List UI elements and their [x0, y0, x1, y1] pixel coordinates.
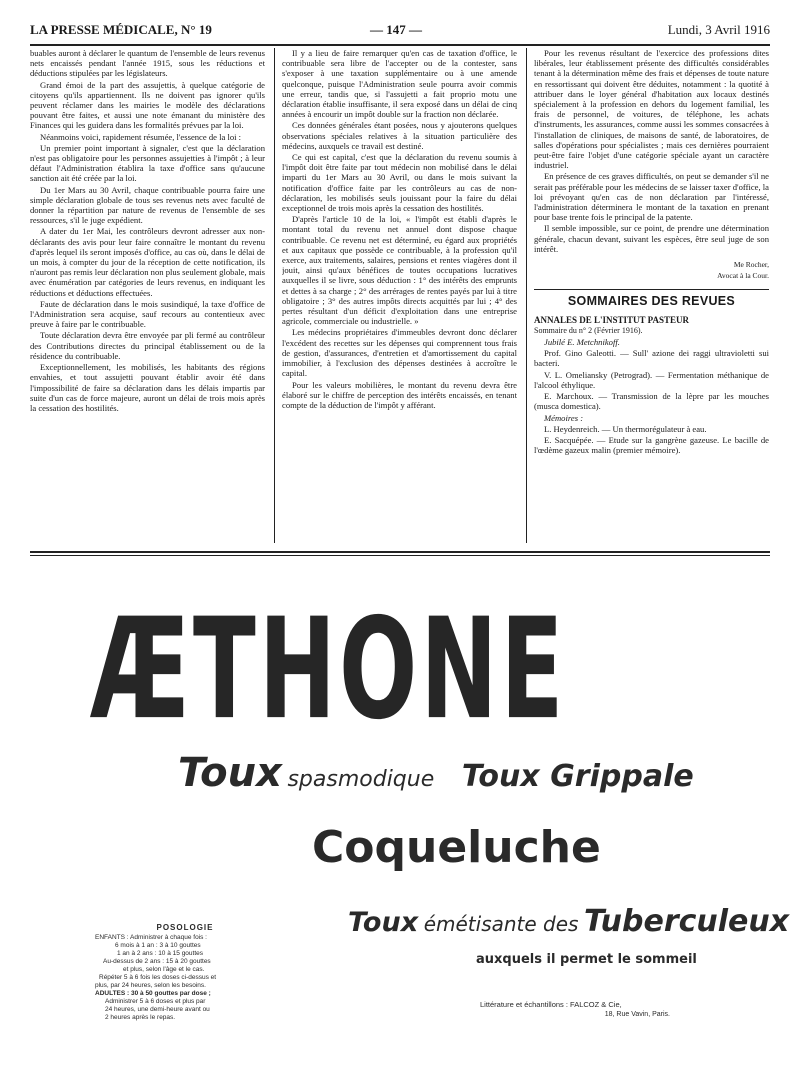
- review-item: V. L. Omeliansky (Petrograd). — Fermentation méthanique de l'alcool éthylique.: [534, 369, 769, 390]
- ad-line-4: auxquels il permet le sommeil: [476, 952, 697, 967]
- article-column-1: [30, 48, 265, 544]
- ad-word: Tuberculeux: [584, 904, 790, 939]
- distributor-address: 18, Rue Vavin, Paris.: [604, 1011, 670, 1018]
- review-item: E. Sacquépée. — Etude sur la gangrène gazeuse. Le bacille de l'œdème gazeux malin (premier mémoire).: [534, 434, 769, 456]
- author-name: Me Rocher,: [733, 260, 769, 270]
- page-number: — 147 —: [370, 22, 422, 37]
- posologie-line: 24 heures, une demi-heure avant ou: [105, 1006, 210, 1013]
- paragraph: Pour les valeurs mobilières, le montant du revenu devra être élaboré sur le chiffre de perception des intérêts encaissés, en tenant compte de la déduction de l'impôt y afférant.: [282, 379, 517, 410]
- ad-line-3: [348, 904, 789, 939]
- posologie-line: ENFANTS : Administrer à chaque fois :: [95, 934, 207, 941]
- paragraph: D'après l'article 10 de la loi, « l'impôt est établi d'après le montant total du revenu net annuel dont dispose chaque contribuable. Ce revenu net est déterminé, eu égard aux propriétés et aux capitaux que possède ce contribuable, à la profession qu'il exerce, aux traitements, salaires, pensions et rentes viagères dont il jouit, ainsi qu'aux bénéfices de toutes occupations lucratives auxquelles il se livre, sous déduction : 1° des intérêts des emprunts et dettes à sa charge ; 2° des arrérages de rentes payés par lui à titre obligatoire ; 3° des autres impôts directs acquittés par lui ; 4° des pertes résultant d'un déficit d'exploitation dans une entreprise agricole, commerciale ou industrielle. »: [282, 214, 517, 327]
- paragraph: Toute déclaration devra être envoyée par pli fermé au contrôleur des Contributions directes du principal établissement ou de la résidence du contribuable.: [30, 330, 265, 361]
- page-header: [30, 16, 770, 42]
- paragraph: Un premier point important à signaler, c'est que la déclaration n'est pas obligatoire pour les personnes assujetties à l'impôt ; à leur défaut l'Administration établira la taxe d'office sans qu'aucune sanction ait été créée par la loi.: [30, 142, 265, 184]
- review-issue: Sommaire du n° 2 (Février 1916).: [534, 325, 643, 335]
- paragraph: buables auront à déclarer le quantum de l'ensemble de leurs revenus nets encaissés pendant l'année 1915, sous les réductions et déductions stipulées par les législateurs.: [30, 48, 265, 79]
- sommaires-heading: SOMMAIRES DES REVUES: [534, 289, 769, 306]
- ad-separator: [30, 555, 770, 556]
- paragraph: Il semble impossible, sur ce point, de prendre une détermination générale, chacun devant, suivant les espèces, être seul juge de son intérêt.: [534, 223, 769, 254]
- posologie-line: Au-dessus de 2 ans : 15 à 20 gouttes: [103, 958, 211, 965]
- article-column-3: [534, 48, 769, 544]
- paragraph: Les médecins propriétaires d'immeubles devront donc déclarer l'excédent des recettes sur les dépenses qui comprennent tous frais de gestion, d'assurances, d'entretien et d'amortissement du capital immobilier, à l'exclusion des dépenses destinées à accroître le capital.: [282, 327, 517, 379]
- paragraph: Du 1er Mars au 30 Avril, chaque contribuable pourra faire une simple déclaration globale de tous ses revenus nets avec faculté de donner la répartition par nature de revenus de l'ensemble de ses ressources, s'il le juge expédient.: [30, 184, 265, 226]
- issue-date: Lundi, 3 Avril 1916: [667, 22, 770, 37]
- paragraph: Ces données générales étant posées, nous y ajouterons quelques observations spéciales relatives à la situation particulière des médecins, auxquels ce travail est destiné.: [282, 120, 517, 151]
- review-section: Jubilé E. Metchnikoff.: [544, 337, 620, 348]
- paragraph: Néanmoins voici, rapidement résumée, l'essence de la loi :: [40, 131, 242, 142]
- journal-title: LA PRESSE MÉDICALE, N° 19: [30, 22, 212, 37]
- ad-word: Toux: [178, 750, 282, 796]
- posologie-title: POSOLOGIE: [156, 924, 214, 932]
- ad-word: émétisante des: [423, 912, 579, 936]
- article-column-2: [282, 48, 517, 544]
- paragraph: Exceptionnellement, les mobilisés, les habitants des régions envahies, et tout assujetti pouvant établir avoir été dans l'impossibilité de faire sa déclaration dans les délais impartis par suite d'un cas de force majeure, auront un délai de trois mois après la cessation des hostilités.: [30, 362, 265, 413]
- brand-logo: ÆTHONE: [90, 587, 567, 751]
- posologie-block: [95, 924, 275, 1022]
- paragraph: Pour les revenus résultant de l'exercice des professions dites libérales, leur établissement présente des difficultés considérables tenant à la détermination même des frais et dépenses de toute nature en ressortissant qui doivent être déduites, notamment : la quotité à attribuer dans le loyer général d'habitation aux locaux destinés spécialement à la profession en dehors du logement familial, les frais de personnel, de voitures, de téléphone, les achats d'instruments, les assurances, comme aussi les sommes consacrées à l'installation de cliniques, de maisons de santé, de laboratoires, de salles d'opérations pour spécialistes ; mais ces dernières pourraient peut-être faire l'objet d'une catégorie spéciale ayant un caractère industriel.: [534, 48, 769, 171]
- posologie-line: et plus, selon l'âge et le cas.: [123, 966, 205, 973]
- posologie-line: 6 mois à 1 an : 3 à 10 gouttes: [115, 942, 201, 949]
- review-item: Prof. Gino Galeotti. — Sull' azione dei raggi ultravioletti sui bacteri.: [534, 348, 769, 369]
- paragraph: A dater du 1er Mai, les contrôleurs devront adresser aux non-déclarants des avis pour leur faire connaître le montant du revenu d'après lequel ils seront imposés d'office, au cas où, dans le délai de un mois, à compter du jour de la réception de cette notification, ils n'auront pas remis leur déclaration non plus seulement globale, mais avec énumération par catégories de leurs revenus, en indiquant les réductions et déductions effectuées.: [30, 226, 265, 298]
- author-title: Avocat à la Cour.: [717, 271, 769, 281]
- ad-line-1: [178, 750, 694, 796]
- distributor-info: [480, 1000, 680, 1020]
- posologie-line: 1 an à 2 ans : 10 à 15 gouttes: [117, 950, 204, 957]
- posologie-line: 2 heures après le repas.: [105, 1014, 176, 1021]
- paragraph: Il y a lieu de faire remarquer qu'en cas de taxation d'office, le contribuable sera libre de l'accepter ou de la contester, sans s'exposer à une taxation supplémentaire ou à une amende quelconque, puisque l'Administration seule pourra avoir commis une erreur, tandis que, si l'assujetti a fait proprio motu une déclaration établie insuffisante, il sera exposé dans un délai de cinq années à encourir un impôt double sur la fraction non déclarée.: [282, 48, 517, 120]
- paragraph: Ce qui est capital, c'est que la déclaration du revenu soumis à l'impôt doit être faite par tout médecin non mobilisé dans le délai imparti du 1er Mars au 30 Avril, ou dans le mois suivant la notification d'office faite par les contrôleurs au cas de non-déclaration, les mobilisés seuls jouissant pour la faire du délai exceptionnel de trois mois après la cessation des hostilités.: [282, 152, 517, 214]
- review-item: E. Marchoux. — Transmission de la lèpre par les mouches (musca domestica).: [534, 391, 769, 412]
- review-item: L. Heydenreich. — Un thermorégulateur à eau.: [544, 423, 707, 434]
- ad-word: Toux: [348, 907, 419, 938]
- distributor-line: Littérature et échantillons : FALCOZ & Cie,: [480, 1000, 622, 1009]
- ad-word: spasmodique: [287, 767, 435, 792]
- header-rule: [30, 44, 770, 46]
- review-section: Mémoires :: [544, 412, 584, 423]
- posologie-line: Administrer 5 à 6 doses et plus par: [105, 998, 206, 1005]
- posologie-line: Répéter 5 à 6 fois les doses ci-dessus et: [99, 974, 217, 981]
- paragraph: En présence de ces graves difficultés, on peut se demander s'il ne serait pas préférable pour les médecins de se laisser taxer d'office, la loi prévoyant qu'en cas de non déclaration par l'intéressé, l'administration déterminera le montant de la taxation en prenant pour base trente fois le principal de la patente.: [534, 171, 769, 223]
- paragraph: Faute de déclaration dans le mois susindiqué, la taxe d'office de l'Administration sera acquise, sauf recours au contentieux avec preuve à faire par le contribuable.: [30, 298, 265, 330]
- posologie-line: ADULTES : 30 à 50 gouttes par dose ;: [95, 990, 211, 997]
- posologie-line: plus, par 24 heures, selon les besoins.: [95, 982, 206, 989]
- paragraph: Grand émoi de la part des assujettis, à quelque catégorie de citoyens qu'ils appartiennent. Ils ne doivent pas ignorer qu'ils peuvent réclamer dans les mairies le modèle des déclarations pouvant être faites, et aussi une note émanant du ministère des Finances qui les guidera dans les formalités prévues par la loi.: [30, 79, 265, 131]
- ad-word: Toux Grippale: [461, 759, 694, 794]
- review-journal-title: ANNALES DE L'INSTITUT PASTEUR: [534, 314, 689, 325]
- column-divider: [274, 48, 275, 543]
- column-divider: [526, 48, 527, 543]
- ad-separator: [30, 551, 770, 553]
- ad-line-2: Coqueluche: [312, 822, 601, 873]
